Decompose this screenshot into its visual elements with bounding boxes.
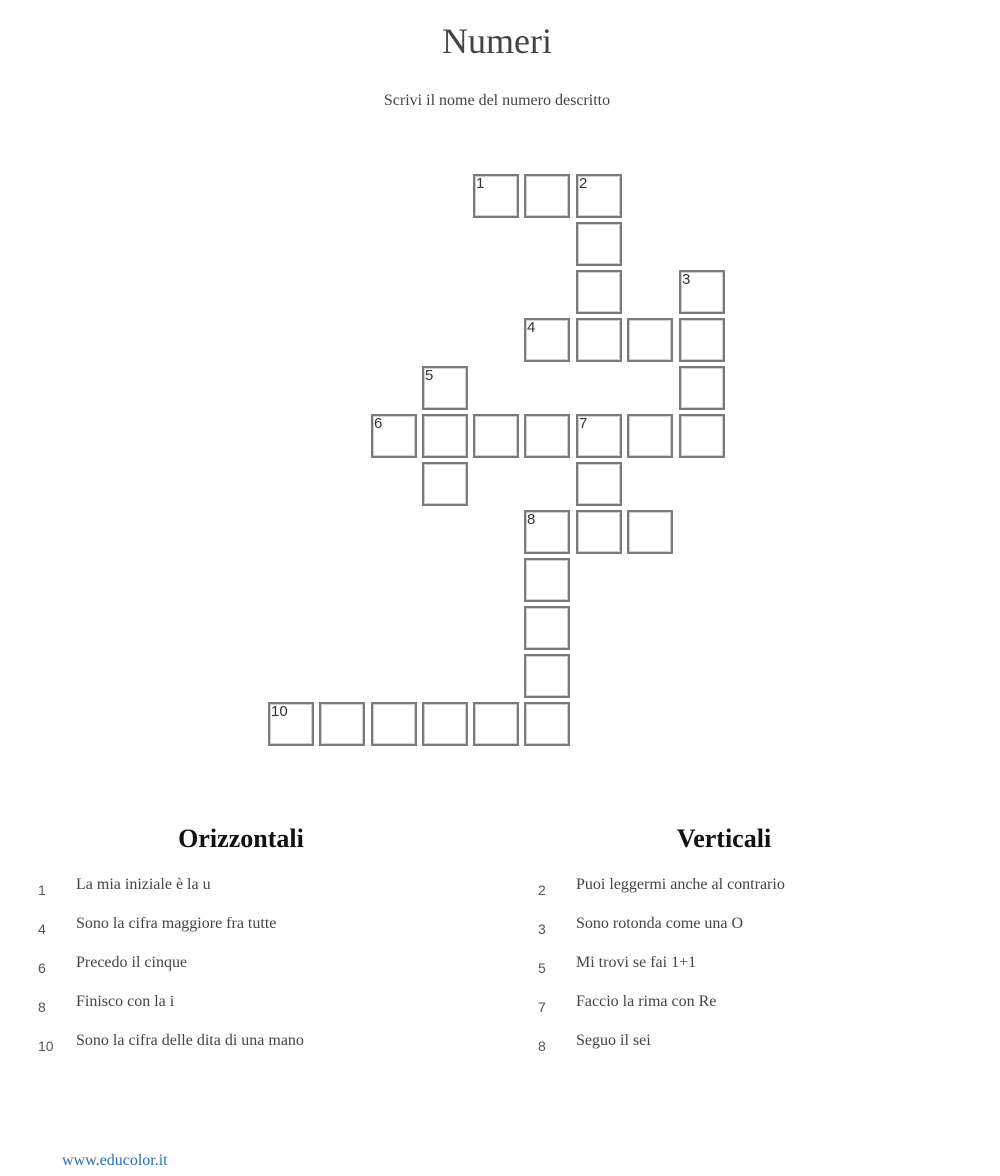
- cell-input[interactable]: [477, 706, 515, 742]
- clue-text: Puoi leggermi anche al contrario: [576, 876, 785, 893]
- cell-input[interactable]: [683, 322, 721, 358]
- across-clue: [38, 1032, 478, 1071]
- cell-input[interactable]: [683, 370, 721, 406]
- clue-text: Faccio la rima con Re: [576, 993, 717, 1010]
- cell-input[interactable]: [528, 610, 566, 646]
- clue-num: 8: [538, 1038, 546, 1054]
- crossword-cell[interactable]: [576, 222, 622, 266]
- crossword-cell[interactable]: [473, 174, 519, 218]
- clue-num: 10: [38, 1038, 54, 1054]
- across-clue-list: [38, 876, 478, 1071]
- crossword-cell[interactable]: [576, 174, 622, 218]
- footer-link[interactable]: www.educolor.it: [62, 1152, 168, 1169]
- clue-number: 2: [579, 175, 588, 192]
- cell-input[interactable]: [528, 178, 566, 214]
- cell-input[interactable]: [426, 466, 464, 502]
- clue-number: 8: [527, 511, 536, 528]
- crossword-cell[interactable]: [524, 174, 570, 218]
- cell-input[interactable]: [528, 706, 566, 742]
- down-clue: [538, 1032, 978, 1071]
- page-subtitle: Scrivi il nome del numero descritto: [383, 92, 611, 109]
- crossword-cell[interactable]: [422, 366, 468, 410]
- crossword-cell[interactable]: [679, 318, 725, 362]
- crossword-cell[interactable]: [422, 414, 468, 458]
- cell-input[interactable]: [631, 418, 669, 454]
- clue-num: 4: [38, 921, 46, 937]
- crossword-cell[interactable]: [576, 510, 622, 554]
- down-clue-list: [538, 876, 978, 1071]
- clue-num: 8: [38, 999, 46, 1015]
- down-clue: [538, 954, 978, 993]
- clue-number: 1: [476, 175, 485, 192]
- clue-number: 3: [682, 271, 691, 288]
- cell-input[interactable]: [477, 178, 515, 214]
- crossword-cell[interactable]: [319, 702, 365, 746]
- page-title: Numeri: [442, 21, 552, 61]
- cell-input[interactable]: [528, 658, 566, 694]
- clue-number: 6: [374, 415, 383, 432]
- clue-num: 6: [38, 960, 46, 976]
- crossword-cell[interactable]: [679, 414, 725, 458]
- cell-input[interactable]: [426, 706, 464, 742]
- crossword-cell[interactable]: [524, 510, 570, 554]
- cell-input[interactable]: [580, 418, 618, 454]
- clue-text: Sono rotonda come una O: [576, 915, 744, 932]
- cell-input[interactable]: [477, 418, 515, 454]
- down-clue: [538, 876, 978, 915]
- crossword-cell[interactable]: [268, 702, 314, 746]
- cell-input[interactable]: [426, 418, 464, 454]
- cell-input[interactable]: [631, 322, 669, 358]
- crossword-cell[interactable]: [627, 510, 673, 554]
- crossword-cell[interactable]: [576, 462, 622, 506]
- cell-input[interactable]: [683, 418, 721, 454]
- clue-num: 7: [538, 999, 546, 1015]
- across-heading: Orizzontali: [178, 824, 304, 853]
- cell-input[interactable]: [631, 514, 669, 550]
- cell-input[interactable]: [375, 418, 413, 454]
- clue-num: 5: [538, 960, 546, 976]
- crossword-cell[interactable]: [371, 414, 417, 458]
- cell-input[interactable]: [580, 514, 618, 550]
- crossword-cell[interactable]: [422, 462, 468, 506]
- clue-num: 3: [538, 921, 546, 937]
- crossword-cell[interactable]: [524, 558, 570, 602]
- crossword-cell[interactable]: [524, 606, 570, 650]
- across-clue: [38, 993, 478, 1032]
- cell-input[interactable]: [580, 274, 618, 310]
- across-clue: [38, 876, 478, 915]
- cell-input[interactable]: [528, 322, 566, 358]
- clue-number: 5: [425, 367, 434, 384]
- crossword-cell[interactable]: [576, 414, 622, 458]
- clue-number: 7: [579, 415, 588, 432]
- down-heading: Verticali: [676, 824, 772, 853]
- clue-text: Sono la cifra delle dita di una mano: [76, 1032, 304, 1049]
- clue-text: Seguo il sei: [576, 1032, 651, 1049]
- cell-input[interactable]: [580, 178, 618, 214]
- crossword-cell[interactable]: [473, 702, 519, 746]
- cell-input[interactable]: [323, 706, 361, 742]
- crossword-cell[interactable]: [524, 654, 570, 698]
- cell-input[interactable]: [426, 370, 464, 406]
- crossword-cell[interactable]: [627, 318, 673, 362]
- cell-input[interactable]: [528, 418, 566, 454]
- crossword-cell[interactable]: [371, 702, 417, 746]
- cell-input[interactable]: [683, 274, 721, 310]
- crossword-cell[interactable]: [422, 702, 468, 746]
- clue-text: Sono la cifra maggiore fra tutte: [76, 915, 277, 932]
- down-clue: [538, 993, 978, 1032]
- clue-text: Mi trovi se fai 1+1: [576, 954, 697, 971]
- clue-text: La mia iniziale è la u: [76, 876, 211, 893]
- crossword-cell[interactable]: [627, 414, 673, 458]
- cell-input[interactable]: [272, 706, 310, 742]
- across-clue: [38, 954, 478, 993]
- crossword-cell[interactable]: [576, 270, 622, 314]
- cell-input[interactable]: [580, 226, 618, 262]
- clue-num: 2: [538, 882, 546, 898]
- clue-num: 1: [38, 882, 46, 898]
- cell-input[interactable]: [528, 562, 566, 598]
- clue-number: 4: [527, 319, 536, 336]
- crossword-cell[interactable]: [679, 270, 725, 314]
- across-clue: [38, 915, 478, 954]
- cell-input[interactable]: [580, 466, 618, 502]
- clue-text: Precedo il cinque: [76, 954, 188, 971]
- down-clue: [538, 915, 978, 954]
- crossword-cell[interactable]: [679, 366, 725, 410]
- crossword-cell[interactable]: [473, 414, 519, 458]
- clue-text: Finisco con la i: [76, 993, 175, 1010]
- crossword-cell[interactable]: [576, 318, 622, 362]
- cell-input[interactable]: [580, 322, 618, 358]
- cell-input[interactable]: [375, 706, 413, 742]
- crossword-cell[interactable]: [524, 702, 570, 746]
- clue-number: 10: [271, 703, 288, 720]
- cell-input[interactable]: [528, 514, 566, 550]
- crossword-cell[interactable]: [524, 414, 570, 458]
- crossword-cell[interactable]: [524, 318, 570, 362]
